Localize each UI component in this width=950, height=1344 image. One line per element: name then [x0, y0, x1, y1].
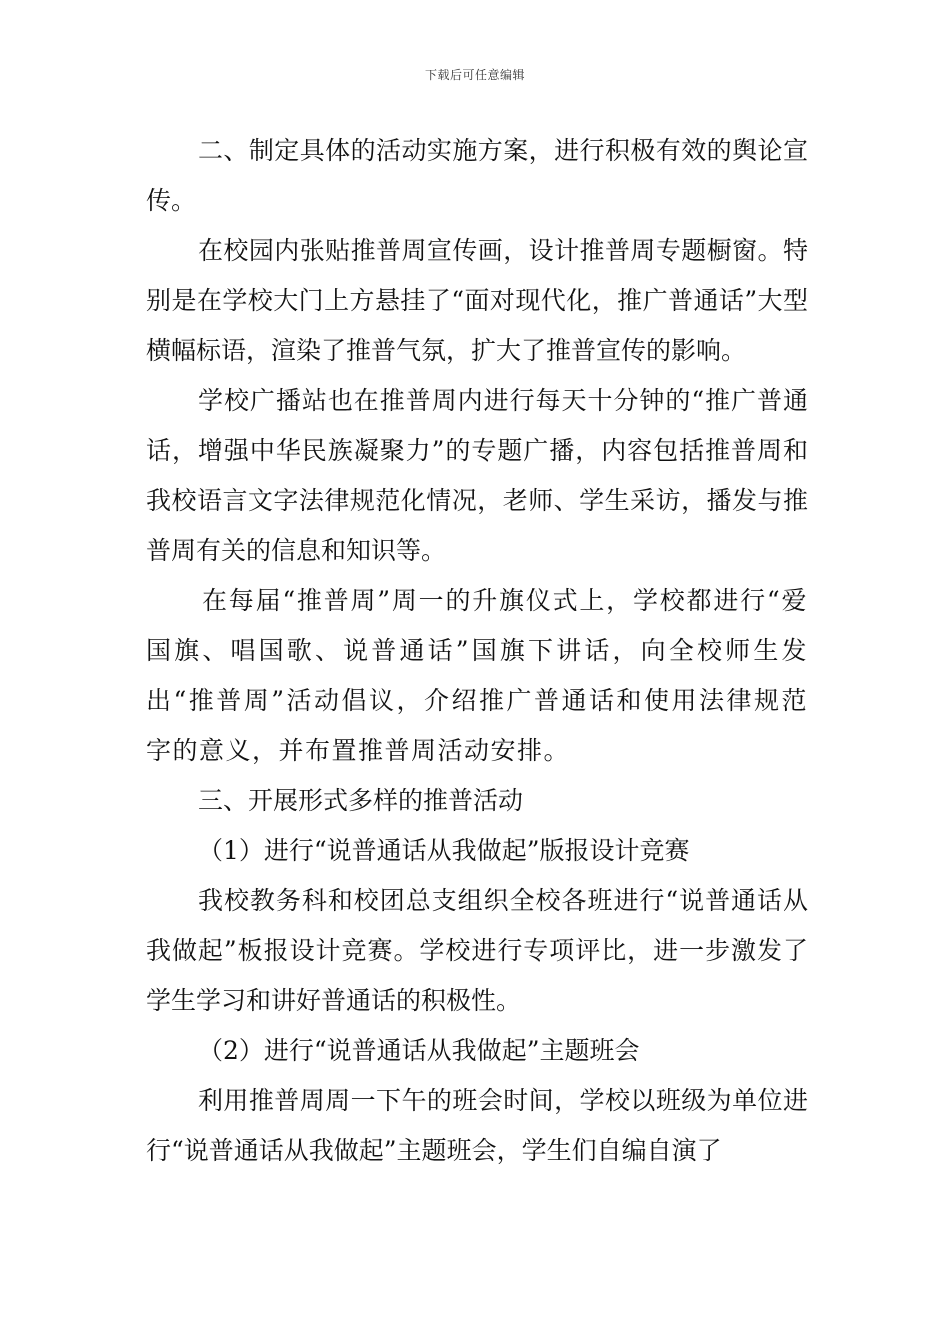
paragraph-posters: 在校园内张贴推普周宣传画，设计推普周专题橱窗。特别是在学校大门上方悬挂了“面对现代化，推广普通话”大型横幅标语，渲染了推普气氛，扩大了推普宣传的影响。 — [146, 236, 808, 365]
paragraph-flag-ceremony: 在每届“推普周”周一的升旗仪式上，学校都进行“爱国旗、唱国歌、说普通话”国旗下讲话，向全校师生发出“推普周”活动倡议，介绍推广普通话和使用法律规范字的意义，并布置推普周活动安排。 — [146, 586, 808, 765]
paragraph-broadcast: 学校广播站也在推普周内进行每天十分钟的“推广普通话，增强中华民族凝聚力”的专题广播，内容包括推普周和我校语言文字法律规范化情况，老师、学生采访，播发与推普周有关的信息和知识等。 — [146, 386, 808, 565]
subheading-2: （2）进行“说普通话从我做起”主题班会 — [198, 1036, 640, 1065]
section-heading-3: 三、开展形式多样的推普活动 — [198, 786, 524, 815]
document-body — [146, 126, 808, 1176]
paragraph-class-meeting: 利用推普周周一下午的班会时间，学校以班级为单位进行“说普通话从我做起”主题班会，学生们自编自演了 — [146, 1086, 808, 1165]
section-heading-2: 二、制定具体的活动实施方案，进行积极有效的舆论宣传。 — [146, 136, 808, 215]
paragraph-blackboard-contest: 我校教务科和校团总支组织全校各班进行“说普通话从我做起”板报设计竞赛。学校进行专项评比，进一步激发了学生学习和讲好普通话的积极性。 — [146, 886, 808, 1015]
subheading-1: （1）进行“说普通话从我做起”版报设计竞赛 — [198, 836, 690, 865]
page-header-note: 下载后可任意编辑 — [424, 68, 525, 82]
